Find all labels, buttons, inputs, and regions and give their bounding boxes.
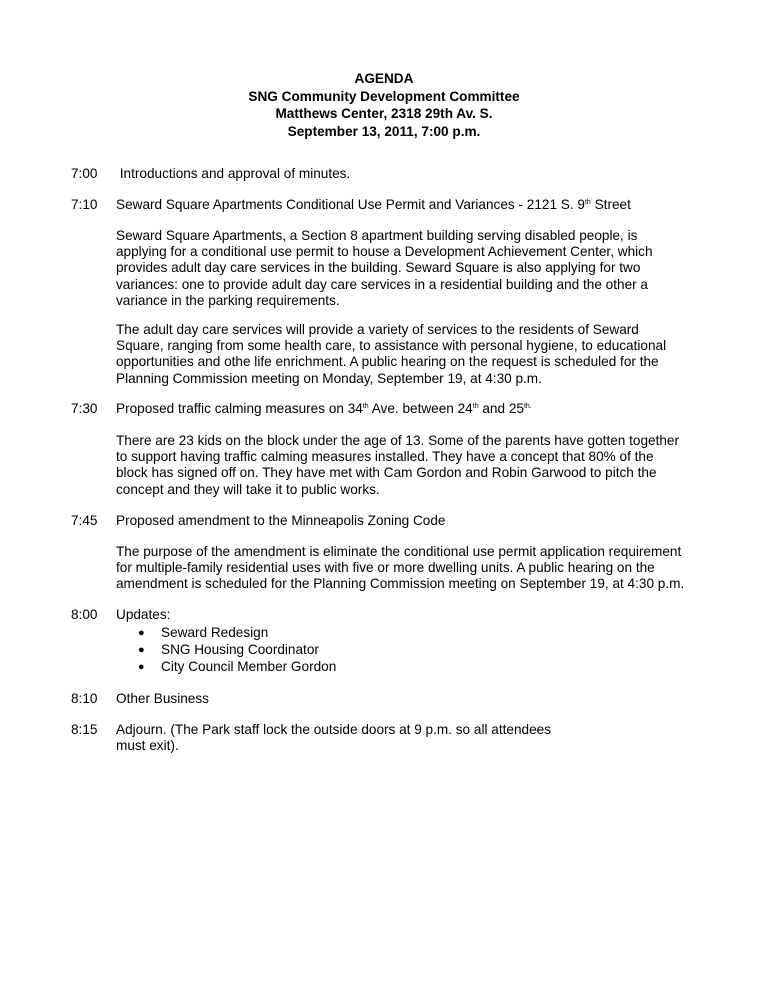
item-title: Proposed amendment to the Minneapolis Zoning Code <box>116 513 446 528</box>
item-title: Other Business <box>116 691 209 706</box>
paragraph-line: Seward Square Apartments, a Section 8 apartment building serving disabled people, is <box>116 228 638 243</box>
item-time: 8:00 <box>71 607 98 622</box>
paragraph-line: Square, ranging from some health care, to assistance with personal hygiene, to educational <box>116 338 667 354</box>
title-text: Ave. between 24 <box>368 401 473 416</box>
paragraph-line: to support having traffic calming measures installed. They have a concept that 80% of the <box>116 449 654 465</box>
ordinal-suffix: th. <box>523 403 532 410</box>
item-title: Updates: <box>116 607 171 622</box>
item-title <box>116 197 631 213</box>
list-item <box>116 625 336 642</box>
list-item <box>116 642 336 659</box>
header-location: Matthews Center, 2318 29th Av. S. <box>275 106 493 121</box>
paragraph-line: must exit). <box>116 738 179 754</box>
bullet-icon: ● <box>138 643 145 656</box>
paragraph-line: amendment is scheduled for the Planning Commission meeting on September 19, at 4:30 p.m. <box>116 576 685 592</box>
bullet-icon: ● <box>138 660 145 673</box>
paragraph-line: for multiple-family residential uses with five or more dwelling units. A public hearing on the <box>116 560 655 576</box>
item-time: 8:15 <box>71 722 98 737</box>
ordinal-suffix: th <box>472 403 479 410</box>
paragraph-line: opportunities and othe life enrichment. A public hearing on the request is scheduled for the <box>116 354 659 370</box>
item-time: 7:45 <box>71 513 98 528</box>
item-time: 7:30 <box>71 401 98 416</box>
item-time: 7:10 <box>71 197 98 212</box>
header-date: September 13, 2011, 7:00 p.m. <box>287 123 481 139</box>
list-item-text: City Council Member Gordon <box>161 658 337 674</box>
paragraph-line: concept and they will take it to public works. <box>116 481 380 497</box>
item-815-text <box>116 722 551 754</box>
paragraph-line: applying for a conditional use permit to house a Development Achievement Center, which <box>116 244 653 260</box>
list-item-text: SNG Housing Coordinator <box>161 641 319 657</box>
paragraph-line: Adjourn. (The Park staff lock the outside doors at 9 p.m. so all attendees <box>116 722 551 737</box>
title-text: Proposed traffic calming measures on 34 <box>116 401 363 416</box>
list-item <box>116 659 336 676</box>
paragraph-line: There are 23 kids on the block under the age of 13. Some of the parents have gotten together <box>116 433 680 448</box>
paragraph-line: Planning Commission meeting on Monday, September 19, at 4:30 p.m. <box>116 370 542 386</box>
item-730-paragraph <box>116 433 706 498</box>
bullet-icon: ● <box>138 627 145 639</box>
title-text: and 25 <box>478 401 524 416</box>
updates-list <box>116 625 336 675</box>
list-item-text: Seward Redesign <box>161 625 269 640</box>
paragraph-line: provides adult day care services in the building. Seward Square is also applying for two <box>116 260 641 276</box>
item-710-paragraph-1 <box>116 228 706 309</box>
item-710-paragraph-2 <box>116 322 706 387</box>
paragraph-line: variance in the parking requirements. <box>116 292 340 308</box>
header-title: AGENDA <box>354 71 414 86</box>
title-text: Seward Square Apartments Conditional Use Permit and Variances - 2121 S. 9 <box>116 197 585 212</box>
paragraph-line: block has signed off on. They have met with Cam Gordon and Robin Garwood to pitch the <box>116 465 657 481</box>
item-time: 8:10 <box>71 691 98 706</box>
item-time: 7:00 <box>71 166 98 181</box>
paragraph-line: The purpose of the amendment is eliminate the conditional use permit application requirement <box>116 544 682 559</box>
paragraph-line: variances: one to provide adult day care services in a residential building and the other a <box>116 276 648 292</box>
agenda-header <box>0 70 768 140</box>
item-title <box>116 401 532 417</box>
ordinal-suffix: th <box>584 199 591 206</box>
ordinal-suffix: th <box>362 403 369 410</box>
title-text-end: Street <box>590 197 631 212</box>
header-committee: SNG Community Development Committee <box>248 88 520 104</box>
item-title: Introductions and approval of minutes. <box>116 166 351 181</box>
paragraph-line: The adult day care services will provide a variety of services to the residents of Seward <box>116 322 639 337</box>
item-745-paragraph <box>116 544 706 593</box>
